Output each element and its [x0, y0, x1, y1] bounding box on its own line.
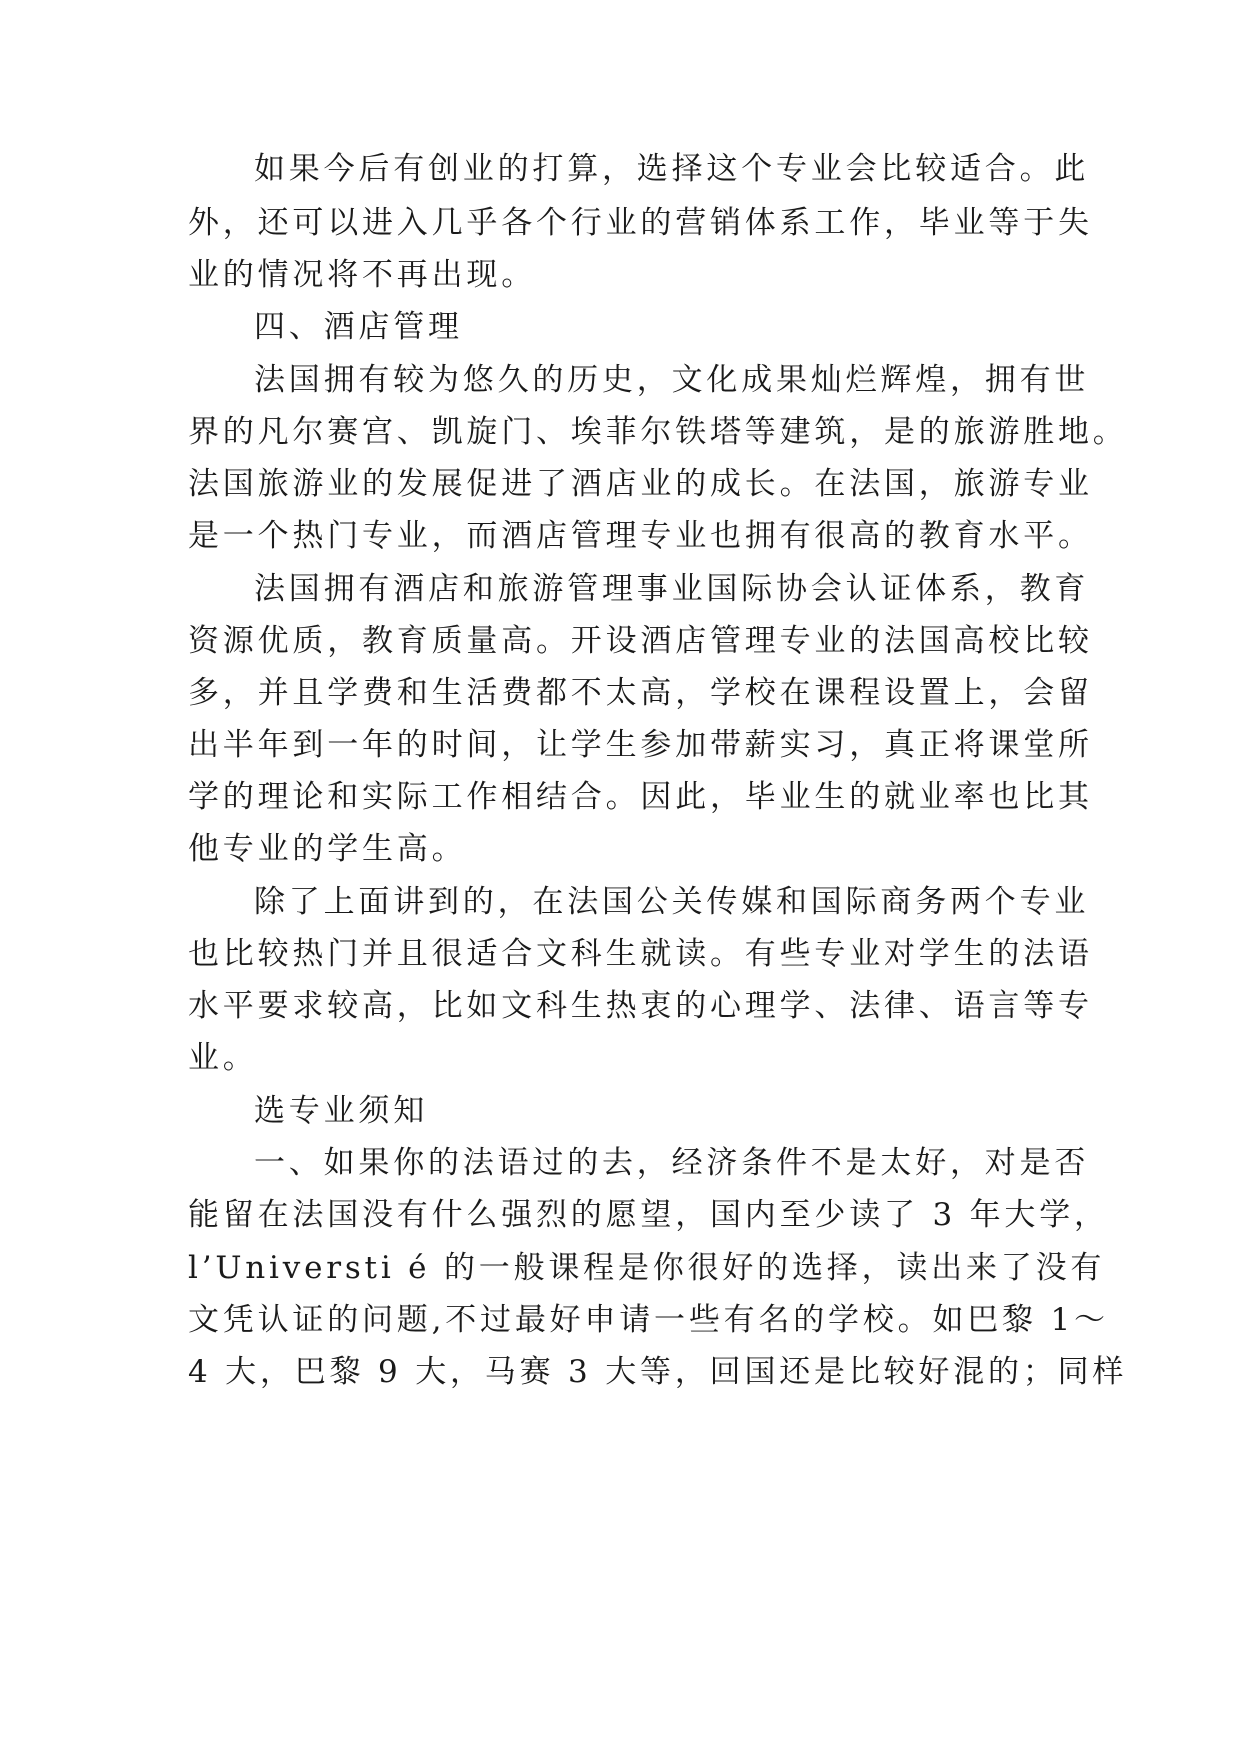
text-line: 法国旅游业的发展促进了酒店业的成长。在法国，旅游专业: [188, 466, 1093, 502]
text-line: 多，并且学费和生活费都不太高，学校在课程设置上，会留: [188, 675, 1093, 711]
text-line: 业的情况将不再出现。: [188, 257, 536, 293]
text-line: 文凭认证的问题,不过最好申请一些有名的学校。如巴黎 1～: [188, 1302, 1109, 1338]
text-line: 一、如果你的法语过的去，经济条件不是太好，对是否: [254, 1145, 1090, 1181]
text-line: 出半年到一年的时间，让学生参加带薪实习，真正将课堂所: [188, 727, 1093, 763]
text-line: 是一个热门专业，而酒店管理专业也拥有很高的教育水平。: [188, 518, 1093, 554]
text-line: 能留在法国没有什么强烈的愿望，国内至少读了 3 年大学，: [188, 1197, 1109, 1233]
text-line: 除了上面讲到的，在法国公关传媒和国际商务两个专业: [254, 884, 1090, 920]
text-line: 资源优质，教育质量高。开设酒店管理专业的法国高校比较: [188, 623, 1093, 659]
text-line: 外，还可以进入几乎各个行业的营销体系工作，毕业等于失: [188, 205, 1093, 241]
section-heading: 四、酒店管理: [254, 309, 463, 345]
text-line: 法国拥有酒店和旅游管理事业国际协会认证体系，教育: [254, 571, 1090, 607]
text-line: 如果今后有创业的打算，选择这个专业会比较适合。此: [254, 151, 1090, 187]
text-line: 他专业的学生高。: [188, 831, 467, 867]
text-line: l’Universti é 的一般课程是你很好的选择，读出来了没有: [188, 1250, 1106, 1286]
text-line: 也比较热门并且很适合文科生就读。有些专业对学生的法语: [188, 936, 1093, 972]
text-line: 4 大，巴黎 9 大，马赛 3 大等，回国还是比较好混的；同样: [188, 1354, 1128, 1390]
text-line: 界的凡尔赛宫、凯旋门、埃菲尔铁塔等建筑，是的旅游胜地。: [188, 414, 1128, 450]
text-line: 学的理论和实际工作相结合。因此，毕业生的就业率也比其: [188, 779, 1093, 815]
text-line: 法国拥有较为悠久的历史，文化成果灿烂辉煌，拥有世: [254, 362, 1090, 398]
text-line: 业。: [188, 1040, 258, 1076]
section-heading: 选专业须知: [254, 1093, 428, 1129]
text-line: 水平要求较高，比如文科生热衷的心理学、法律、语言等专: [188, 988, 1093, 1024]
